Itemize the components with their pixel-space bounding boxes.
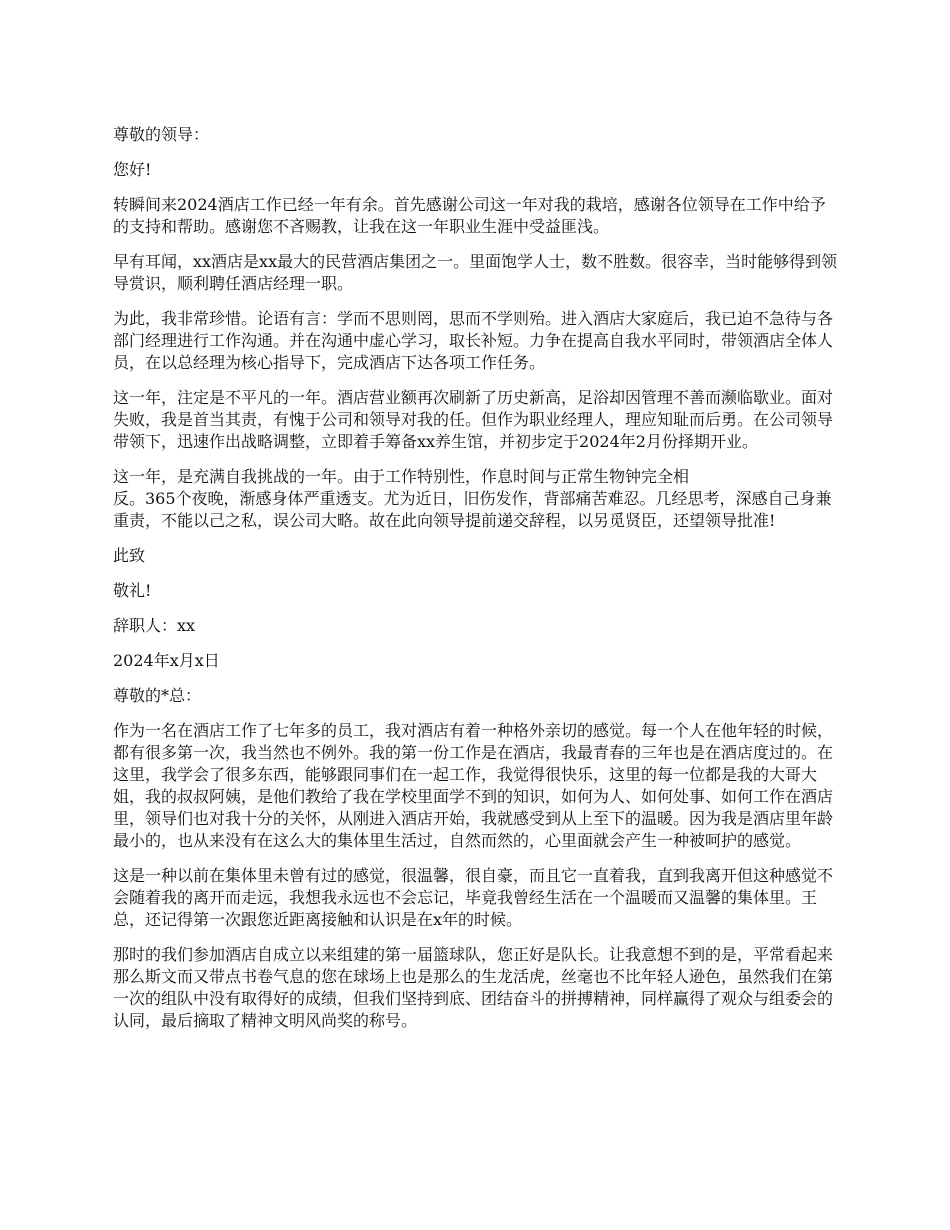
date: 2024年x月x日 [113,651,220,670]
paragraph: 这一年，注定是不平凡的一年。酒店营业额再次刷新了历史新高，足浴却因管理不善而濒临歇业。面对失败，我是首当其责，有愧于公司和领导对我的任。但作为职业经理人，理应知耻而后勇。在公司领导带领下，迅速作出战略调整，立即着手筹备xx养生馆，并初步定于2024年2月份择期开业。 [113,388,834,451]
paragraph: 转瞬间来2024酒店工作已经一年有余。首先感谢公司这一年对我的栽培，感谢各位领导在工作中给予的支持和帮助。感谢您不吝赐教，让我在这一年职业生涯中受益匪浅。 [113,195,826,236]
document-body [113,124,838,1045]
paragraph: 那时的我们参加酒店自成立以来组建的第一届篮球队，您正好是队长。让我意想不到的是，平常看起来那么斯文而又带点书卷气息的您在球场上也是那么的生龙活虎，丝毫也不比年轻人逊色，虽然我们在第一次的组队中没有取得好的成绩，但我们坚持到底、团结奋斗的拼搏精神，同样赢得了观众与组委会的认同，最后摘取了精神文明风尚奖的称号。 [113,945,834,1030]
signature: 辞职人：xx [113,616,196,635]
paragraph: 反。365个夜晚，渐感身体严重透支。尤为近日，旧伤发作，背部痛苦难忍。几经思考，深感自己身兼重责，不能以己之私，误公司大略。故在此向领导提前递交辞程，以另觅贤臣，还望领导批准! [113,489,832,530]
paragraph: 为此，我非常珍惜。论语有言：学而不思则罔，思而不学则殆。进入酒店大家庭后，我已迫不急待与各部门经理进行工作沟通。并在沟通中虚心学习，取长补短。力争在提高自我水平同时，带领酒店全体人员，在以总经理为核心指导下，完成酒店下达各项工作任务。 [113,309,834,372]
paragraph-line: 这一年，是充满自我挑战的一年。由于工作特别性，作息时间与正常生物钟完全相 [113,467,690,486]
closing: 敬礼! [113,581,152,600]
paragraph: 早有耳闻，xx酒店是xx最大的民营酒店集团之一。里面饱学人士，数不胜数。很容幸，当时能够得到领导赏识，顺利聘任酒店经理一职。 [113,252,838,293]
salutation: 尊敬的领导： [113,125,210,144]
salutation: 尊敬的*总： [113,686,202,705]
greeting: 您好! [113,160,152,179]
paragraph: 这是一种以前在集体里未曾有过的感觉，很温馨，很自豪，而且它一直着我，直到我离开但这种感觉不会随着我的离开而走远，我想我永远也不会忘记，毕竟我曾经生活在一个温暖而又温馨的集体里。王总，还记得第一次跟您近距离接触和认识是在x年的时候。 [113,866,834,929]
closing: 此致 [113,546,146,565]
paragraph: 作为一名在酒店工作了七年多的员工，我对酒店有着一种格外亲切的感觉。每一个人在他年轻的时候，都有很多第一次，我当然也不例外。我的第一份工作是在酒店，我最青春的三年也是在酒店度过的。在这里，我学会了很多东西，能够跟同事们在一起工作，我觉得很快乐，这里的每一位都是我的大哥大姐，我的叔叔阿姨，是他们教给了我在学校里面学不到的知识，如何为人、如何处事、如何工作在酒店里，领导们也对我十分的关怀，从刚进入酒店开始，我就感受到从上至下的温暖。因为我是酒店里年龄最小的，也从来没有在这么大的集体里生活过，自然而然的，心里面就会产生一种被呵护的感觉。 [113,721,834,850]
